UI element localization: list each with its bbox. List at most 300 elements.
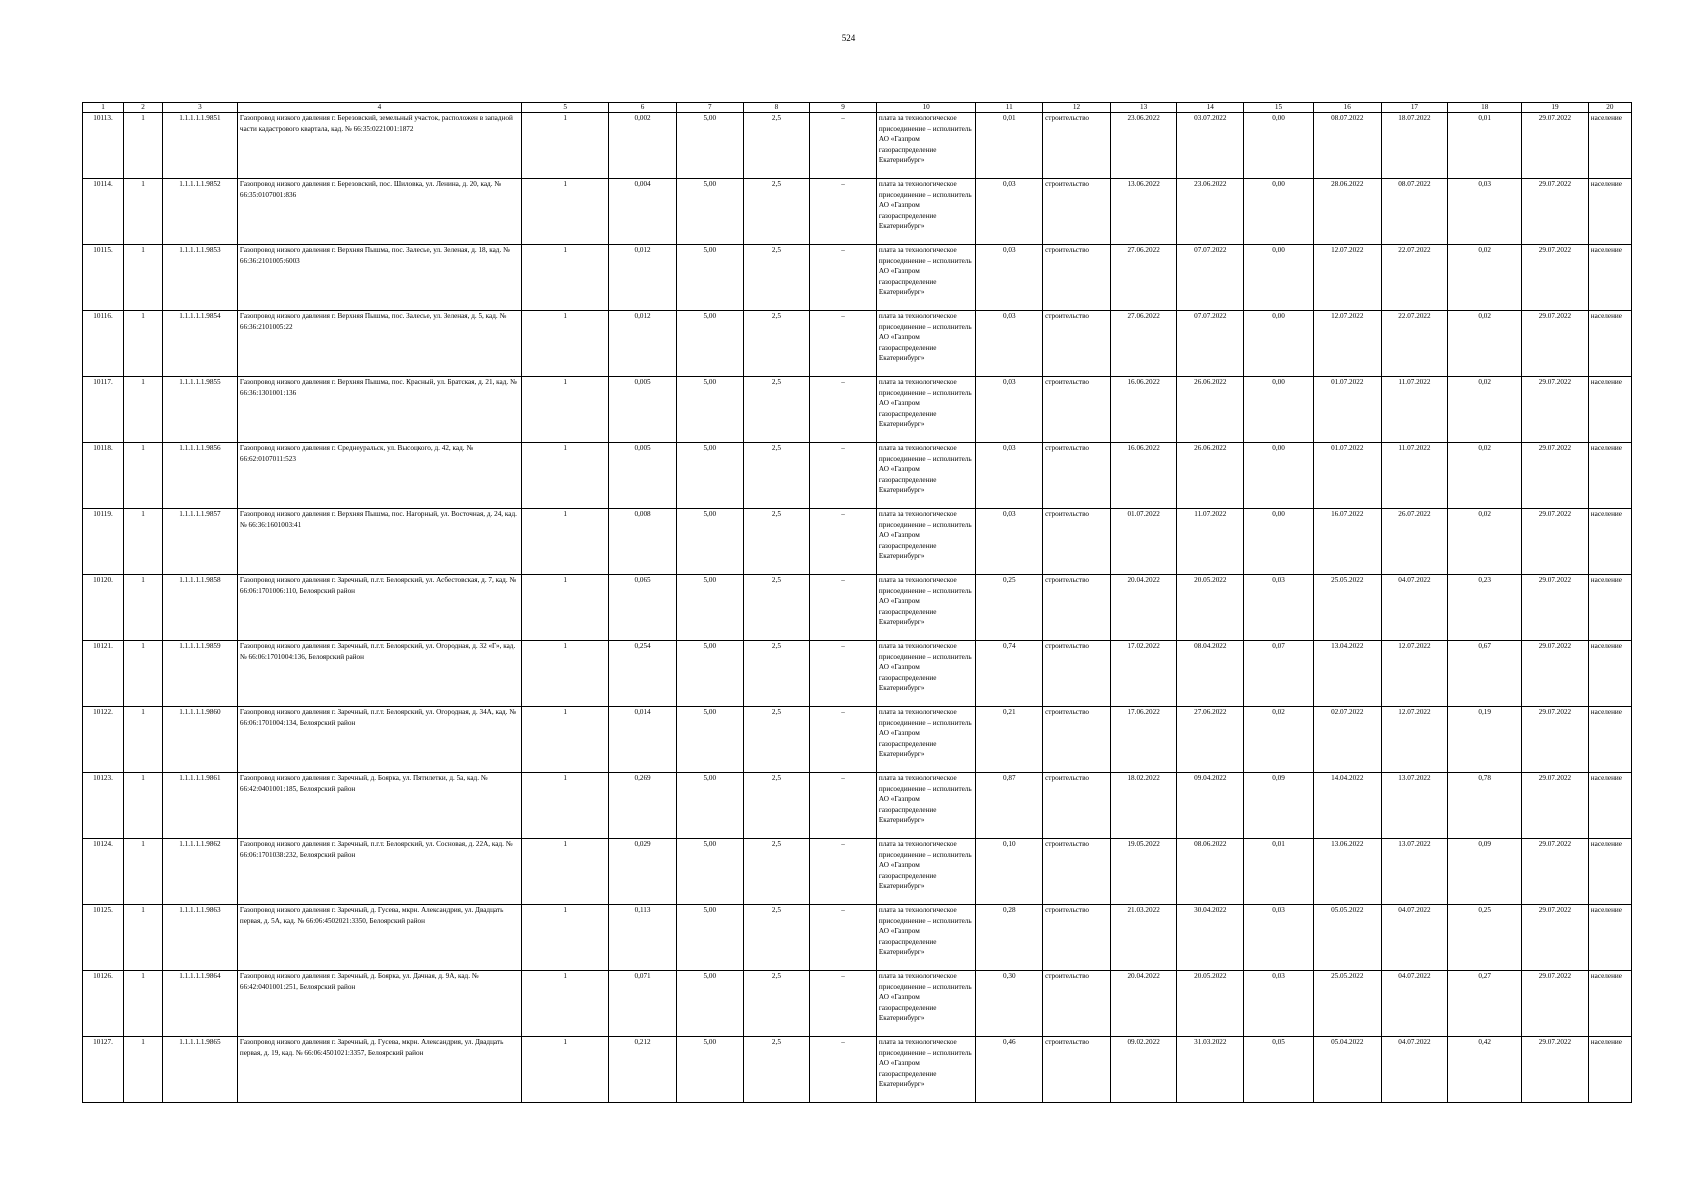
- cell-col-16: 25.05.2022: [1313, 971, 1381, 1037]
- cell-col-10: плата за технологическое присоединение – исполнитель АО «Газпром газораспределение Екатеринбург»: [876, 113, 976, 179]
- cell-col-4: Газопровод низкого давления г. Заречный, п.г.т. Белоярский, ул. Огородная, д. 34А, кад. № 66:06:1701004:134, Белоярский район: [237, 707, 521, 773]
- column-header-4: 4: [237, 103, 521, 113]
- cell-col-20: население: [1588, 971, 1631, 1037]
- column-header-8: 8: [743, 103, 810, 113]
- column-header-17: 17: [1381, 103, 1448, 113]
- cell-col-12: строительство: [1043, 971, 1111, 1037]
- cell-col-15: 0,05: [1244, 1037, 1314, 1103]
- cell-col-17: 22.07.2022: [1381, 311, 1448, 377]
- cell-col-2: 1: [124, 1037, 163, 1103]
- cell-col-8: 2,5: [743, 773, 810, 839]
- cell-col-2: 1: [124, 311, 163, 377]
- cell-col-13: 09.02.2022: [1110, 1037, 1177, 1103]
- cell-col-13: 17.02.2022: [1110, 641, 1177, 707]
- cell-col-2: 1: [124, 773, 163, 839]
- cell-col-8: 2,5: [743, 377, 810, 443]
- cell-col-5: 1: [522, 311, 609, 377]
- table-row: [83, 641, 1632, 707]
- cell-col-17: 13.07.2022: [1381, 839, 1448, 905]
- cell-col-4: Газопровод низкого давления г. Среднеуральск, ул. Высоцкого, д. 42, кад. № 66:62:0107011:523: [237, 443, 521, 509]
- cell-col-2: 1: [124, 905, 163, 971]
- cell-col-11: 0,03: [976, 179, 1043, 245]
- cell-col-19: 29.07.2022: [1522, 839, 1589, 905]
- cell-col-7: 5,00: [676, 707, 743, 773]
- cell-col-9: –: [810, 179, 877, 245]
- column-header-18: 18: [1448, 103, 1522, 113]
- cell-col-4: Газопровод низкого давления г. Заречный, п.г.т. Белоярский, ул. Огородная, д. 32 «Г», кад. № 66:06:1701004:136, Белоярский район: [237, 641, 521, 707]
- cell-col-20: население: [1588, 641, 1631, 707]
- cell-col-16: 16.07.2022: [1313, 509, 1381, 575]
- cell-col-14: 27.06.2022: [1177, 707, 1244, 773]
- cell-col-18: 0,02: [1448, 245, 1522, 311]
- cell-col-15: 0,00: [1244, 443, 1314, 509]
- cell-col-6: 0,004: [609, 179, 677, 245]
- cell-col-4: Газопровод низкого давления г. Верхняя Пышма, пос. Нагорный, ул. Восточная, д. 24, кад. № 66:36:1601003:41: [237, 509, 521, 575]
- cell-col-14: 03.07.2022: [1177, 113, 1244, 179]
- cell-col-16: 08.07.2022: [1313, 113, 1381, 179]
- cell-col-17: 04.07.2022: [1381, 575, 1448, 641]
- table-row: [83, 311, 1632, 377]
- column-header-1: 1: [83, 103, 124, 113]
- cell-col-13: 18.02.2022: [1110, 773, 1177, 839]
- cell-col-7: 5,00: [676, 1037, 743, 1103]
- cell-col-17: 12.07.2022: [1381, 707, 1448, 773]
- cell-col-17: 26.07.2022: [1381, 509, 1448, 575]
- cell-col-1: 10123.: [83, 773, 124, 839]
- cell-col-1: 10120.: [83, 575, 124, 641]
- cell-col-11: 0,21: [976, 707, 1043, 773]
- cell-col-19: 29.07.2022: [1522, 575, 1589, 641]
- cell-col-12: строительство: [1043, 641, 1111, 707]
- table-row: [83, 905, 1632, 971]
- cell-col-5: 1: [522, 971, 609, 1037]
- cell-col-14: 07.07.2022: [1177, 311, 1244, 377]
- cell-col-14: 07.07.2022: [1177, 245, 1244, 311]
- cell-col-2: 1: [124, 377, 163, 443]
- cell-col-18: 0,02: [1448, 443, 1522, 509]
- cell-col-20: население: [1588, 839, 1631, 905]
- column-header-6: 6: [609, 103, 677, 113]
- cell-col-1: 10118.: [83, 443, 124, 509]
- table-row: [83, 245, 1632, 311]
- cell-col-9: –: [810, 509, 877, 575]
- cell-col-13: 17.06.2022: [1110, 707, 1177, 773]
- cell-col-8: 2,5: [743, 971, 810, 1037]
- cell-col-7: 5,00: [676, 179, 743, 245]
- page-number: 524: [841, 33, 856, 43]
- cell-col-5: 1: [522, 575, 609, 641]
- cell-col-7: 5,00: [676, 245, 743, 311]
- cell-col-8: 2,5: [743, 905, 810, 971]
- cell-col-6: 0,065: [609, 575, 677, 641]
- cell-col-18: 0,78: [1448, 773, 1522, 839]
- cell-col-8: 2,5: [743, 311, 810, 377]
- cell-col-7: 5,00: [676, 443, 743, 509]
- cell-col-6: 0,113: [609, 905, 677, 971]
- cell-col-1: 10114.: [83, 179, 124, 245]
- cell-col-5: 1: [522, 905, 609, 971]
- cell-col-16: 05.05.2022: [1313, 905, 1381, 971]
- cell-col-3: 1.1.1.1.1.9865: [163, 1037, 238, 1103]
- cell-col-1: 10119.: [83, 509, 124, 575]
- table-row: [83, 773, 1632, 839]
- cell-col-20: население: [1588, 707, 1631, 773]
- cell-col-9: –: [810, 971, 877, 1037]
- cell-col-17: 11.07.2022: [1381, 377, 1448, 443]
- cell-col-9: –: [810, 641, 877, 707]
- cell-col-11: 0,03: [976, 443, 1043, 509]
- cell-col-14: 30.04.2022: [1177, 905, 1244, 971]
- cell-col-13: 21.03.2022: [1110, 905, 1177, 971]
- table-body: [83, 113, 1632, 1103]
- cell-col-15: 0,01: [1244, 839, 1314, 905]
- cell-col-5: 1: [522, 641, 609, 707]
- cell-col-3: 1.1.1.1.1.9864: [163, 971, 238, 1037]
- cell-col-14: 08.06.2022: [1177, 839, 1244, 905]
- cell-col-19: 29.07.2022: [1522, 377, 1589, 443]
- cell-col-13: 20.04.2022: [1110, 575, 1177, 641]
- cell-col-6: 0,012: [609, 245, 677, 311]
- cell-col-11: 0,03: [976, 311, 1043, 377]
- cell-col-9: –: [810, 707, 877, 773]
- cell-col-11: 0,74: [976, 641, 1043, 707]
- cell-col-8: 2,5: [743, 707, 810, 773]
- cell-col-19: 29.07.2022: [1522, 509, 1589, 575]
- cell-col-20: население: [1588, 311, 1631, 377]
- cell-col-19: 29.07.2022: [1522, 179, 1589, 245]
- cell-col-11: 0,01: [976, 113, 1043, 179]
- cell-col-3: 1.1.1.1.1.9861: [163, 773, 238, 839]
- cell-col-20: население: [1588, 179, 1631, 245]
- cell-col-17: 18.07.2022: [1381, 113, 1448, 179]
- cell-col-11: 0,03: [976, 245, 1043, 311]
- cell-col-12: строительство: [1043, 311, 1111, 377]
- cell-col-16: 13.04.2022: [1313, 641, 1381, 707]
- table-row: [83, 575, 1632, 641]
- cell-col-12: строительство: [1043, 179, 1111, 245]
- cell-col-4: Газопровод низкого давления г. Заречный, п.г.т. Белоярский, ул. Асбестовская, д. 7, кад. № 66:06:1701006:110, Белоярский район: [237, 575, 521, 641]
- cell-col-8: 2,5: [743, 245, 810, 311]
- cell-col-16: 12.07.2022: [1313, 311, 1381, 377]
- cell-col-20: население: [1588, 443, 1631, 509]
- cell-col-15: 0,00: [1244, 509, 1314, 575]
- cell-col-10: плата за технологическое присоединение – исполнитель АО «Газпром газораспределение Екатеринбург»: [876, 707, 976, 773]
- cell-col-3: 1.1.1.1.1.9852: [163, 179, 238, 245]
- table-row: [83, 1037, 1632, 1103]
- cell-col-5: 1: [522, 377, 609, 443]
- cell-col-2: 1: [124, 179, 163, 245]
- column-header-2: 2: [124, 103, 163, 113]
- cell-col-4: Газопровод низкого давления г. Березовский, пос. Шиловка, ул. Ленина, д. 20, кад. № 66:35:0107001:836: [237, 179, 521, 245]
- cell-col-9: –: [810, 245, 877, 311]
- cell-col-9: –: [810, 905, 877, 971]
- cell-col-14: 31.03.2022: [1177, 1037, 1244, 1103]
- cell-col-10: плата за технологическое присоединение – исполнитель АО «Газпром газораспределение Екатеринбург»: [876, 575, 976, 641]
- cell-col-14: 20.05.2022: [1177, 971, 1244, 1037]
- cell-col-18: 0,03: [1448, 179, 1522, 245]
- cell-col-15: 0,00: [1244, 245, 1314, 311]
- cell-col-2: 1: [124, 641, 163, 707]
- cell-col-1: 10127.: [83, 1037, 124, 1103]
- cell-col-18: 0,19: [1448, 707, 1522, 773]
- cell-col-13: 20.04.2022: [1110, 971, 1177, 1037]
- cell-col-18: 0,23: [1448, 575, 1522, 641]
- cell-col-12: строительство: [1043, 377, 1111, 443]
- cell-col-8: 2,5: [743, 839, 810, 905]
- cell-col-7: 5,00: [676, 641, 743, 707]
- cell-col-10: плата за технологическое присоединение – исполнитель АО «Газпром газораспределение Екатеринбург»: [876, 443, 976, 509]
- cell-col-20: население: [1588, 773, 1631, 839]
- cell-col-2: 1: [124, 113, 163, 179]
- cell-col-9: –: [810, 113, 877, 179]
- cell-col-11: 0,28: [976, 905, 1043, 971]
- cell-col-8: 2,5: [743, 1037, 810, 1103]
- cell-col-19: 29.07.2022: [1522, 311, 1589, 377]
- cell-col-13: 16.06.2022: [1110, 443, 1177, 509]
- cell-col-10: плата за технологическое присоединение – исполнитель АО «Газпром газораспределение Екатеринбург»: [876, 509, 976, 575]
- cell-col-9: –: [810, 1037, 877, 1103]
- cell-col-4: Газопровод низкого давления г. Заречный, д. Боярка, ул. Дачная, д. 9А, кад. № 66:42:0401001:251, Белоярский район: [237, 971, 521, 1037]
- cell-col-15: 0,09: [1244, 773, 1314, 839]
- column-header-19: 19: [1522, 103, 1589, 113]
- cell-col-15: 0,02: [1244, 707, 1314, 773]
- cell-col-3: 1.1.1.1.1.9860: [163, 707, 238, 773]
- cell-col-2: 1: [124, 509, 163, 575]
- cell-col-2: 1: [124, 443, 163, 509]
- cell-col-1: 10122.: [83, 707, 124, 773]
- cell-col-12: строительство: [1043, 509, 1111, 575]
- cell-col-12: строительство: [1043, 443, 1111, 509]
- cell-col-17: 11.07.2022: [1381, 443, 1448, 509]
- cell-col-18: 0,02: [1448, 509, 1522, 575]
- cell-col-11: 0,87: [976, 773, 1043, 839]
- cell-col-12: строительство: [1043, 905, 1111, 971]
- cell-col-18: 0,02: [1448, 377, 1522, 443]
- cell-col-10: плата за технологическое присоединение – исполнитель АО «Газпром газораспределение Екатеринбург»: [876, 377, 976, 443]
- cell-col-7: 5,00: [676, 377, 743, 443]
- cell-col-3: 1.1.1.1.1.9862: [163, 839, 238, 905]
- cell-col-7: 5,00: [676, 839, 743, 905]
- cell-col-10: плата за технологическое присоединение – исполнитель АО «Газпром газораспределение Екатеринбург»: [876, 245, 976, 311]
- cell-col-10: плата за технологическое присоединение – исполнитель АО «Газпром газораспределение Екатеринбург»: [876, 905, 976, 971]
- cell-col-3: 1.1.1.1.1.9854: [163, 311, 238, 377]
- cell-col-2: 1: [124, 707, 163, 773]
- cell-col-7: 5,00: [676, 575, 743, 641]
- cell-col-17: 04.07.2022: [1381, 905, 1448, 971]
- cell-col-5: 1: [522, 179, 609, 245]
- cell-col-7: 5,00: [676, 311, 743, 377]
- cell-col-6: 0,029: [609, 839, 677, 905]
- cell-col-16: 05.04.2022: [1313, 1037, 1381, 1103]
- cell-col-8: 2,5: [743, 641, 810, 707]
- cell-col-18: 0,02: [1448, 311, 1522, 377]
- cell-col-1: 10126.: [83, 971, 124, 1037]
- cell-col-1: 10117.: [83, 377, 124, 443]
- cell-col-19: 29.07.2022: [1522, 113, 1589, 179]
- cell-col-16: 13.06.2022: [1313, 839, 1381, 905]
- cell-col-19: 29.07.2022: [1522, 443, 1589, 509]
- cell-col-10: плата за технологическое присоединение – исполнитель АО «Газпром газораспределение Екатеринбург»: [876, 1037, 976, 1103]
- cell-col-1: 10121.: [83, 641, 124, 707]
- cell-col-6: 0,002: [609, 113, 677, 179]
- cell-col-5: 1: [522, 839, 609, 905]
- cell-col-17: 22.07.2022: [1381, 245, 1448, 311]
- cell-col-8: 2,5: [743, 179, 810, 245]
- cell-col-1: 10125.: [83, 905, 124, 971]
- cell-col-4: Газопровод низкого давления г. Заречный, д. Гусева, мкрн. Александрия, ул. Двадцать первая, д. 5А, кад. № 66:06:4502021:3350, Белоярский район: [237, 905, 521, 971]
- cell-col-15: 0,00: [1244, 377, 1314, 443]
- cell-col-8: 2,5: [743, 443, 810, 509]
- cell-col-17: 08.07.2022: [1381, 179, 1448, 245]
- table-row: [83, 839, 1632, 905]
- cell-col-20: население: [1588, 575, 1631, 641]
- cell-col-4: Газопровод низкого давления г. Верхняя Пышма, пос. Залесье, ул. Зеленая, д. 18, кад. № 66:36:2101005:6003: [237, 245, 521, 311]
- cell-col-15: 0,03: [1244, 971, 1314, 1037]
- table-row: [83, 707, 1632, 773]
- table-row: [83, 113, 1632, 179]
- data-table: [82, 102, 1632, 1103]
- cell-col-15: 0,03: [1244, 905, 1314, 971]
- cell-col-17: 12.07.2022: [1381, 641, 1448, 707]
- cell-col-8: 2,5: [743, 509, 810, 575]
- cell-col-7: 5,00: [676, 905, 743, 971]
- cell-col-12: строительство: [1043, 113, 1111, 179]
- column-header-12: 12: [1043, 103, 1111, 113]
- cell-col-3: 1.1.1.1.1.9853: [163, 245, 238, 311]
- column-header-7: 7: [676, 103, 743, 113]
- cell-col-3: 1.1.1.1.1.9863: [163, 905, 238, 971]
- cell-col-19: 29.07.2022: [1522, 641, 1589, 707]
- cell-col-6: 0,012: [609, 311, 677, 377]
- cell-col-16: 01.07.2022: [1313, 377, 1381, 443]
- cell-col-18: 0,42: [1448, 1037, 1522, 1103]
- cell-col-9: –: [810, 377, 877, 443]
- cell-col-5: 1: [522, 443, 609, 509]
- column-header-9: 9: [810, 103, 877, 113]
- column-header-3: 3: [163, 103, 238, 113]
- cell-col-12: строительство: [1043, 839, 1111, 905]
- cell-col-9: –: [810, 575, 877, 641]
- cell-col-11: 0,10: [976, 839, 1043, 905]
- cell-col-8: 2,5: [743, 575, 810, 641]
- cell-col-6: 0,071: [609, 971, 677, 1037]
- cell-col-2: 1: [124, 971, 163, 1037]
- column-header-15: 15: [1244, 103, 1314, 113]
- column-header-10: 10: [876, 103, 976, 113]
- cell-col-14: 26.06.2022: [1177, 443, 1244, 509]
- cell-col-19: 29.07.2022: [1522, 1037, 1589, 1103]
- cell-col-3: 1.1.1.1.1.9857: [163, 509, 238, 575]
- cell-col-20: население: [1588, 377, 1631, 443]
- cell-col-4: Газопровод низкого давления г. Заречный, д. Гусева, мкрн. Александрия, ул. Двадцать первая, д. 19, кад. № 66:06:4501021:3357, Белоярский район: [237, 1037, 521, 1103]
- cell-col-15: 0,00: [1244, 113, 1314, 179]
- cell-col-15: 0,07: [1244, 641, 1314, 707]
- cell-col-1: 10116.: [83, 311, 124, 377]
- cell-col-20: население: [1588, 1037, 1631, 1103]
- cell-col-7: 5,00: [676, 971, 743, 1037]
- cell-col-4: Газопровод низкого давления г. Верхняя Пышма, пос. Красный, ул. Братская, д. 21, кад. № 66:36:1301001:136: [237, 377, 521, 443]
- cell-col-10: плата за технологическое присоединение – исполнитель АО «Газпром газораспределение Екатеринбург»: [876, 641, 976, 707]
- cell-col-10: плата за технологическое присоединение – исполнитель АО «Газпром газораспределение Екатеринбург»: [876, 179, 976, 245]
- cell-col-16: 12.07.2022: [1313, 245, 1381, 311]
- cell-col-18: 0,09: [1448, 839, 1522, 905]
- cell-col-12: строительство: [1043, 773, 1111, 839]
- cell-col-19: 29.07.2022: [1522, 905, 1589, 971]
- cell-col-17: 13.07.2022: [1381, 773, 1448, 839]
- cell-col-7: 5,00: [676, 773, 743, 839]
- cell-col-10: плата за технологическое присоединение – исполнитель АО «Газпром газораспределение Екатеринбург»: [876, 311, 976, 377]
- cell-col-5: 1: [522, 245, 609, 311]
- column-header-20: 20: [1588, 103, 1631, 113]
- table-header-row: [83, 103, 1632, 113]
- cell-col-6: 0,269: [609, 773, 677, 839]
- cell-col-6: 0,008: [609, 509, 677, 575]
- cell-col-20: население: [1588, 245, 1631, 311]
- cell-col-3: 1.1.1.1.1.9859: [163, 641, 238, 707]
- cell-col-7: 5,00: [676, 509, 743, 575]
- cell-col-9: –: [810, 773, 877, 839]
- table-row: [83, 377, 1632, 443]
- cell-col-9: –: [810, 839, 877, 905]
- cell-col-11: 0,25: [976, 575, 1043, 641]
- cell-col-16: 14.04.2022: [1313, 773, 1381, 839]
- cell-col-20: население: [1588, 905, 1631, 971]
- cell-col-6: 0,254: [609, 641, 677, 707]
- cell-col-6: 0,212: [609, 1037, 677, 1103]
- cell-col-3: 1.1.1.1.1.9851: [163, 113, 238, 179]
- cell-col-14: 11.07.2022: [1177, 509, 1244, 575]
- cell-col-19: 29.07.2022: [1522, 971, 1589, 1037]
- column-header-5: 5: [522, 103, 609, 113]
- cell-col-11: 0,03: [976, 377, 1043, 443]
- cell-col-1: 10124.: [83, 839, 124, 905]
- cell-col-10: плата за технологическое присоединение – исполнитель АО «Газпром газораспределение Екатеринбург»: [876, 839, 976, 905]
- column-header-13: 13: [1110, 103, 1177, 113]
- cell-col-19: 29.07.2022: [1522, 707, 1589, 773]
- cell-col-16: 01.07.2022: [1313, 443, 1381, 509]
- cell-col-5: 1: [522, 707, 609, 773]
- cell-col-6: 0,005: [609, 443, 677, 509]
- cell-col-9: –: [810, 311, 877, 377]
- cell-col-4: Газопровод низкого давления г. Заречный, д. Боярка, ул. Пятилетки, д. 5а, кад. № 66:42:0401001:185, Белоярский район: [237, 773, 521, 839]
- cell-col-2: 1: [124, 839, 163, 905]
- column-header-14: 14: [1177, 103, 1244, 113]
- cell-col-13: 27.06.2022: [1110, 311, 1177, 377]
- cell-col-10: плата за технологическое присоединение – исполнитель АО «Газпром газораспределение Екатеринбург»: [876, 971, 976, 1037]
- cell-col-10: плата за технологическое присоединение – исполнитель АО «Газпром газораспределение Екатеринбург»: [876, 773, 976, 839]
- cell-col-1: 10113.: [83, 113, 124, 179]
- cell-col-16: 02.07.2022: [1313, 707, 1381, 773]
- table-row: [83, 971, 1632, 1037]
- table-row: [83, 509, 1632, 575]
- cell-col-14: 26.06.2022: [1177, 377, 1244, 443]
- cell-col-12: строительство: [1043, 707, 1111, 773]
- cell-col-19: 29.07.2022: [1522, 245, 1589, 311]
- cell-col-4: Газопровод низкого давления г. Заречный, п.г.т. Белоярский, ул. Сосновая, д. 22А, кад. № 66:06:1701038:232, Белоярский район: [237, 839, 521, 905]
- column-header-16: 16: [1313, 103, 1381, 113]
- cell-col-18: 0,67: [1448, 641, 1522, 707]
- cell-col-7: 5,00: [676, 113, 743, 179]
- cell-col-3: 1.1.1.1.1.9855: [163, 377, 238, 443]
- cell-col-11: 0,03: [976, 509, 1043, 575]
- cell-col-6: 0,014: [609, 707, 677, 773]
- cell-col-15: 0,00: [1244, 311, 1314, 377]
- cell-col-20: население: [1588, 113, 1631, 179]
- cell-col-13: 16.06.2022: [1110, 377, 1177, 443]
- cell-col-17: 04.07.2022: [1381, 971, 1448, 1037]
- cell-col-18: 0,01: [1448, 113, 1522, 179]
- table-row: [83, 179, 1632, 245]
